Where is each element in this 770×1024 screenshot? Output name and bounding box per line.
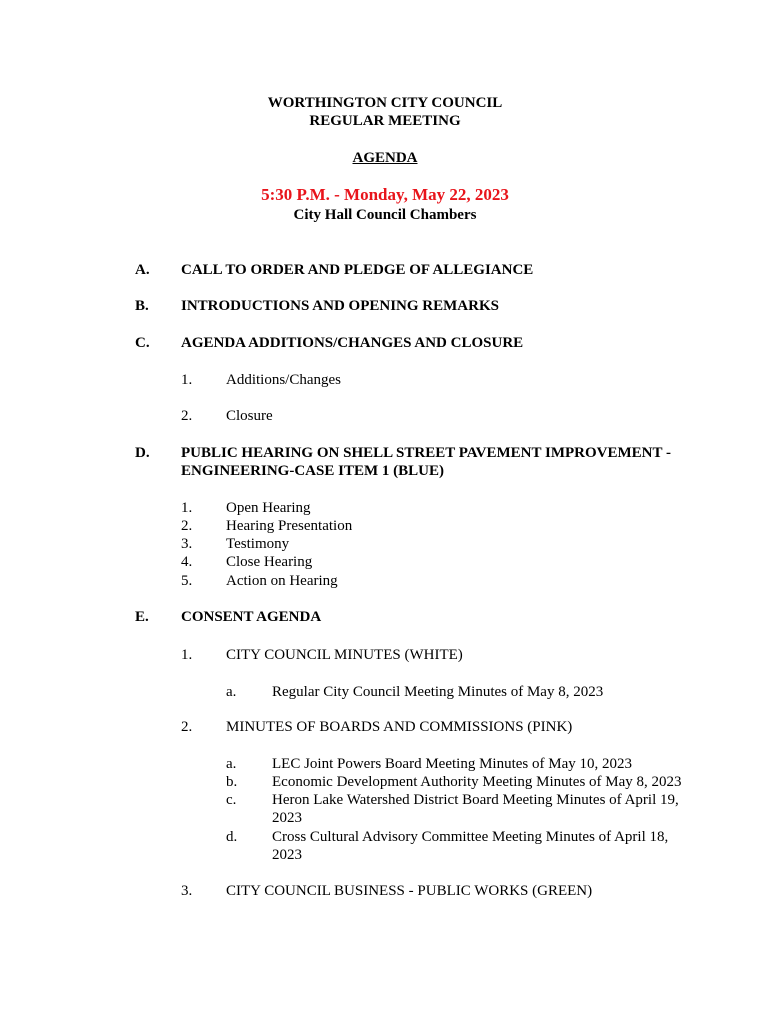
agenda-heading xyxy=(0,149,770,167)
section-c-title: AGENDA ADDITIONS/CHANGES AND CLOSURE xyxy=(181,335,524,351)
section-d-item-num: 2. xyxy=(181,518,193,534)
section-e-subitem-text-line1: Heron Lake Watershed District Board Meeting Minutes of April 19, xyxy=(272,792,679,808)
section-b-title: INTRODUCTIONS AND OPENING REMARKS xyxy=(181,298,499,314)
meeting-location: City Hall Council Chambers xyxy=(293,207,477,223)
section-e-subitem-letter: c. xyxy=(226,792,237,808)
section-c-letter: C. xyxy=(135,335,150,351)
section-d-item-text: Action on Hearing xyxy=(226,573,338,589)
section-e-subitem-text-line2: 2023 xyxy=(272,847,302,863)
section-b-letter: B. xyxy=(135,298,149,314)
section-d-item-text: Hearing Presentation xyxy=(226,518,353,534)
meeting-type: REGULAR MEETING xyxy=(309,113,461,129)
section-e-subitem-text: Regular City Council Meeting Minutes of May 8, 2023 xyxy=(272,684,604,700)
section-d-item-text: Close Hearing xyxy=(226,554,313,570)
section-d-item-text: Testimony xyxy=(226,536,290,552)
section-c-item-num: 1. xyxy=(181,372,193,388)
meeting-datetime: 5:30 P.M. - Monday, May 22, 2023 xyxy=(261,185,509,204)
section-e-item-num: 2. xyxy=(181,719,193,735)
section-d-title-line1: PUBLIC HEARING ON SHELL STREET PAVEMENT IMPROVEMENT - xyxy=(181,445,671,461)
section-e-subitem-letter: b. xyxy=(226,774,238,790)
section-d-item-num: 3. xyxy=(181,536,193,552)
section-d-item-num: 4. xyxy=(181,554,193,570)
section-e-letter: E. xyxy=(135,609,149,625)
section-d-item-num: 5. xyxy=(181,573,193,589)
section-d-item-num: 1. xyxy=(181,500,193,516)
section-e-subitem-letter: a. xyxy=(226,756,237,772)
section-a-letter: A. xyxy=(135,262,150,278)
section-e-subitem-text: LEC Joint Powers Board Meeting Minutes of May 10, 2023 xyxy=(272,756,632,772)
section-e-item-text: MINUTES OF BOARDS AND COMMISSIONS (PINK) xyxy=(226,719,573,735)
section-e-item-text: CITY COUNCIL MINUTES (WHITE) xyxy=(226,647,463,663)
section-d-letter: D. xyxy=(135,445,150,461)
section-d-title-line2: ENGINEERING-CASE ITEM 1 (BLUE) xyxy=(181,463,444,479)
section-e-title: CONSENT AGENDA xyxy=(181,609,322,625)
section-e-subitem-text-line2: 2023 xyxy=(272,810,302,826)
section-c-item-text: Additions/Changes xyxy=(226,372,341,388)
section-c-item-text: Closure xyxy=(226,408,273,424)
section-e-item-num: 1. xyxy=(181,647,193,663)
agenda-heading-text: AGENDA xyxy=(352,150,418,166)
section-e-subitem-text: Economic Development Authority Meeting Minutes of May 8, 2023 xyxy=(272,774,682,790)
section-e-item-num: 3. xyxy=(181,883,193,899)
section-c-item-num: 2. xyxy=(181,408,193,424)
section-d-item-text: Open Hearing xyxy=(226,500,311,516)
section-a-title: CALL TO ORDER AND PLEDGE OF ALLEGIANCE xyxy=(181,262,534,278)
section-e-subitem-text-line1: Cross Cultural Advisory Committee Meeting Minutes of April 18, xyxy=(272,829,669,845)
org-title: WORTHINGTON CITY COUNCIL xyxy=(267,95,503,111)
section-e-subitem-letter: d. xyxy=(226,829,238,845)
section-e-item-text: CITY COUNCIL BUSINESS - PUBLIC WORKS (GREEN) xyxy=(226,883,593,899)
section-e-subitem-letter: a. xyxy=(226,684,237,700)
